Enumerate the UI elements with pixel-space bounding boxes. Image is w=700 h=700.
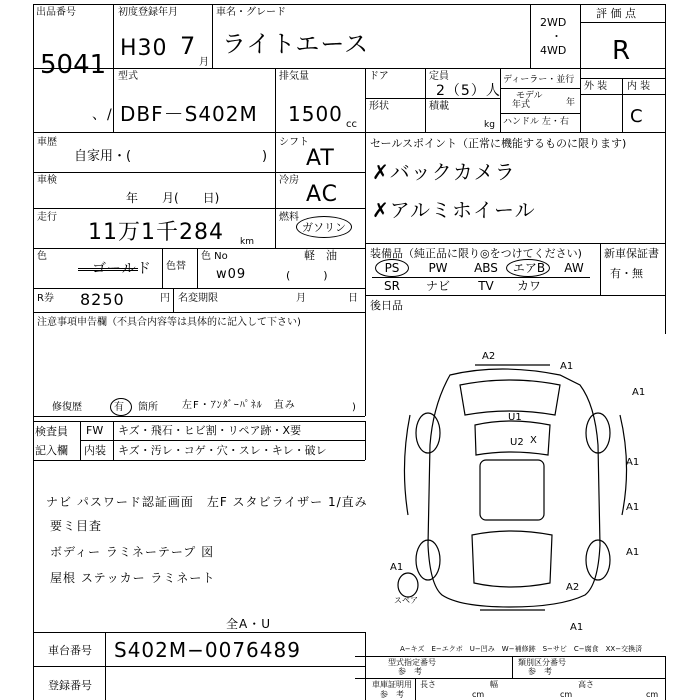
chassis-number: S402M−0076489 [114, 638, 301, 662]
declaration-label: 注意事項申告欄（不具合内容等は具体的に記入して下さい) [37, 317, 301, 328]
svg-text:A2: A2 [566, 582, 580, 593]
svg-text:A1: A1 [560, 361, 574, 372]
reg-month: 7 [180, 32, 197, 60]
car-name-label: 車名・グレード [216, 7, 286, 18]
displacement: 1500 [288, 102, 343, 126]
equip-navi: ナビ [425, 279, 450, 293]
reg-era: H30 [120, 36, 168, 61]
equipment-title: 装備品（純正品に限り◎をつけてください) [370, 247, 582, 260]
lot-label: 出品番号 [36, 7, 76, 18]
svg-text:A1: A1 [570, 622, 584, 633]
equip-sr: SR [384, 279, 400, 293]
fuel-gasoline: ガソリン [302, 221, 346, 234]
bottom-note: 全A・U [226, 617, 271, 631]
damage-legend: A−キズ E−エクボ U−凹み W−補修跡 S−サビ C−腐食 XX−交換済 [400, 645, 643, 653]
sales-point-1: ✗バックカメラ [372, 160, 516, 184]
r-ken-value: 8250 [80, 290, 125, 309]
repair-value: 有 [114, 402, 124, 413]
car-name: ライトエース [222, 30, 370, 58]
equip-ps: PS [384, 261, 400, 275]
svg-text:A1: A1 [626, 457, 640, 468]
fw-items: キズ・飛石・ヒビ割・リペア跡・X要 [118, 424, 302, 437]
interior-items: キズ・汚レ・コゲ・穴・スレ・キレ・破レ [118, 444, 327, 457]
svg-text:A1: A1 [626, 502, 640, 513]
sales-point-2: ✗アルミホイール [372, 198, 536, 222]
svg-text:X: X [530, 435, 537, 446]
equip-aw: AW [564, 261, 584, 275]
remark-line-1: ナビ パスワード認証画面 左F スタビライザー 1/直み [46, 495, 368, 509]
equip-tv: TV [478, 279, 494, 293]
frame-top [33, 4, 665, 5]
svg-text:U2: U2 [510, 437, 524, 448]
svg-text:U1: U1 [508, 412, 522, 423]
frame-left [33, 4, 34, 700]
mileage: 11万1千284 [88, 220, 224, 245]
interior-grade: C [630, 106, 644, 127]
remark-line-4: 屋根 ステッカー ラミネート [50, 571, 216, 585]
score-label: 評 価 点 [596, 7, 636, 20]
ac-value: AC [306, 182, 339, 207]
score-value: R [612, 36, 632, 66]
model-code: DBF－S402M [120, 102, 258, 126]
color-value: ゴールド [92, 261, 152, 277]
remark-line-2: 要ミ目査 [50, 519, 103, 533]
shift-value: AT [306, 146, 335, 171]
equip-airbag: エアB [512, 261, 546, 275]
history-value: 自家用・( [74, 149, 132, 164]
sales-points-title: セールスポイント（正常に機能するものに限ります) [370, 137, 627, 150]
frame-right [665, 4, 666, 334]
reg-year-label: 初度登録年月 [118, 7, 178, 18]
svg-text:スペア: スペア [394, 596, 418, 605]
svg-text:A1: A1 [390, 562, 404, 573]
repair-spot: 左F・ｱﾝﾀﾞｰﾊﾟﾈﾙ 直み [182, 400, 296, 411]
color-code: w09 [216, 267, 247, 282]
equip-pw: PW [428, 261, 448, 275]
lot-number: 5041 [40, 50, 107, 80]
svg-text:A1: A1 [626, 547, 640, 558]
remark-line-3: ボディー ラミネーテープ 図 [50, 545, 215, 559]
capacity: 2（5）人 [436, 83, 501, 99]
svg-text:A1: A1 [632, 387, 646, 398]
color-strikeout [78, 268, 138, 271]
mark-a2-front: A2 [482, 351, 496, 362]
equip-abs: ABS [474, 261, 498, 275]
equip-leather: カワ [516, 279, 541, 293]
car-diagram [380, 345, 680, 635]
auction-inspection-sheet: 出品番号 5041 初度登録年月 H30 7 月 車名・グレード ライトエース 2WD ・ 4WD 評 価 点 R 外 装 内 装 C 型式 、/ DBF－S402M 排気量 1500 cc ドア 定員 2（5）人 形状 積載 kg ディーラー・並行 モデル 年式 年 ハンドル 左・右 車歴 自家用・( ) 車検 年 月( 日) 走行 11万1千284 km 色 ゴールド 色替 色 No w09 シフト AT 冷房 AC 燃料 ガソリン 軽 油 ( ) R券 8250 円 名変期限 月 日 注意事項申告欄（不具合内容等は具体的に記入して下さい) 修復歴 有 箇所 左F・ｱﾝﾀﾞｰﾊﾟﾈﾙ 直み ) セールスポイント（正常に機能するものに限ります) ✗バックカメラ ✗アルミホイール 装備品（純正品に限り◎をつけてください) 新車保証書 有・無 PS PW ABS エアB AW SR ナビ TV カワ 後日品 検査員 記入欄 FW キズ・飛石・ヒビ割・リペア跡・X要 内装 キズ・汚レ・コゲ・穴・スレ・キレ・破レ ナビ パスワード認証画面 左F スタビライザー 1/直み 要ミ目査 ボディー ラミネーテープ 図 屋根 ステッカー ラミネート A2 A1 U1 U2 X A1 A1 A1 A1 A2 A1 A1 スペア 全A・U A−キズ E−エクボ U−凹み W−補修跡 S−サビ C−腐食 XX−交換済 車台番号 S402M−0076489 登録番号 型式指定番号 参 考 類別区分番号 参 考 車庫証明用 参 考 長さ cm 幅 cm 高さ cm [0, 0, 700, 700]
